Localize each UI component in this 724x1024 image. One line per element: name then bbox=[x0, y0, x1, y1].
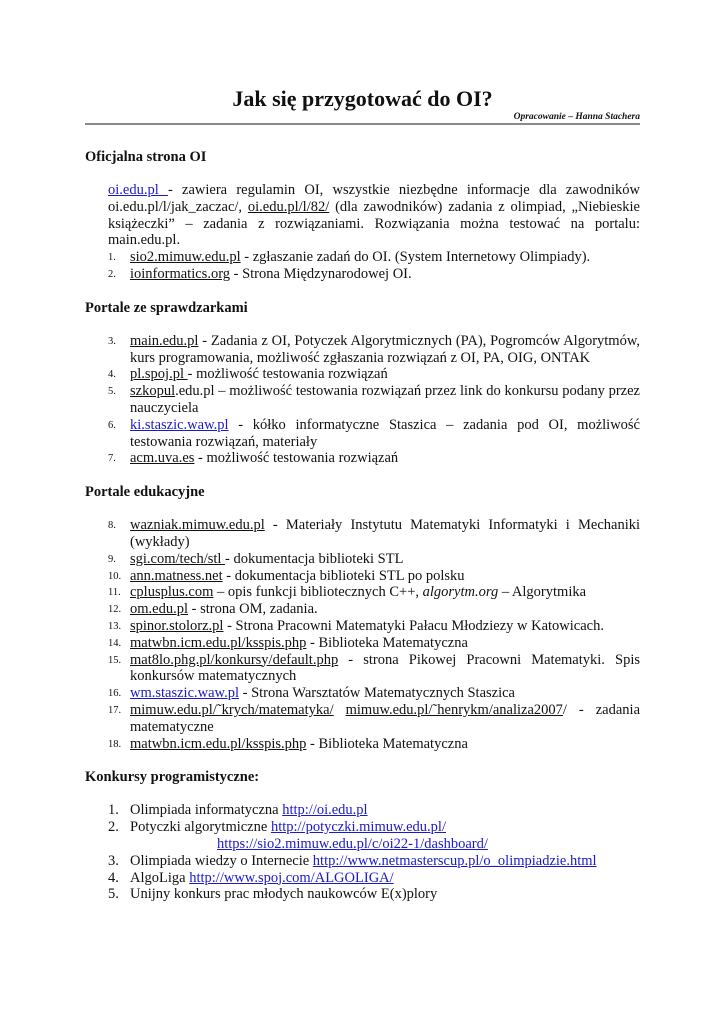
item-number: 2. bbox=[108, 268, 116, 280]
list-item bbox=[85, 366, 640, 383]
item-number: 13. bbox=[108, 620, 122, 632]
item-number: 6. bbox=[108, 419, 116, 431]
spacer bbox=[85, 752, 640, 769]
description-text: .edu.pl – możliwość testowania rozwiązań przez link do konkursu podany przez nauczyciela bbox=[130, 383, 640, 416]
spacer bbox=[85, 467, 640, 484]
item-number: 4. bbox=[108, 869, 119, 886]
section-heading: Portale ze sprawdzarkami bbox=[85, 299, 248, 316]
document-body bbox=[85, 149, 640, 903]
list-item bbox=[85, 652, 640, 686]
link[interactable]: mimuw.edu.pl/˜krych/matematyka/ bbox=[130, 701, 334, 718]
link[interactable]: mimuw.edu.pl/˜henrykm/analiza2007 bbox=[345, 701, 563, 718]
item-number: 17. bbox=[108, 704, 122, 716]
contest-item bbox=[85, 802, 640, 819]
list-item bbox=[85, 702, 640, 736]
item-number: 4. bbox=[108, 369, 116, 381]
description-text: - zgłaszanie zadań do OI. (System Internetowy Olimpiady). bbox=[240, 249, 591, 266]
item-number: 12. bbox=[108, 604, 122, 616]
section-heading: Konkursy programistyczne: bbox=[85, 769, 260, 786]
link-line bbox=[130, 836, 640, 853]
contest-item bbox=[85, 853, 640, 870]
contest-link[interactable]: http://potyczki.mimuw.edu.pl/ bbox=[270, 819, 446, 836]
item-number: 9. bbox=[108, 553, 116, 565]
item-number: 14. bbox=[108, 637, 122, 649]
item-number: 2. bbox=[108, 819, 119, 836]
description-text: - kółko informatyczne Staszica – zadania pod OI, możliwość testowania rozwiązań, materiały bbox=[130, 416, 640, 450]
intro-paragraph bbox=[108, 182, 640, 249]
link[interactable]: pl.spoj.pl bbox=[130, 366, 188, 383]
list-item bbox=[85, 685, 640, 702]
description-text: - możliwość testowania rozwiązań bbox=[187, 366, 388, 383]
item-number: 8. bbox=[108, 520, 116, 532]
link[interactable]: acm.uva.es bbox=[130, 450, 195, 467]
link[interactable]: om.edu.pl bbox=[130, 601, 188, 618]
contest-link[interactable]: http://oi.edu.pl bbox=[282, 802, 368, 819]
link[interactable]: cplusplus.com bbox=[130, 584, 214, 601]
link[interactable]: szkopul bbox=[130, 383, 176, 400]
contest-name: Olimpiada informatyczna bbox=[130, 802, 283, 819]
link[interactable]: mat8lo.phg.pl/konkursy/default.php bbox=[130, 651, 339, 668]
contest-link[interactable]: https://sio2.mimuw.edu.pl/c/oi22-1/dashboard/ bbox=[217, 835, 488, 852]
description-text: - Materiały Instytutu Matematyki Informatyki i Mechaniki (wykłady) bbox=[130, 517, 640, 550]
description-text: - Strona Warsztatów Matematycznych Staszica bbox=[239, 685, 515, 702]
description-text: – opis funkcji bibliotecznych C++, bbox=[213, 584, 423, 601]
description-text: - Biblioteka Matematyczna bbox=[306, 735, 468, 752]
link[interactable]: ioinformatics.org bbox=[130, 265, 231, 282]
item-number: 3. bbox=[108, 335, 116, 347]
item-number: 3. bbox=[108, 852, 119, 869]
link[interactable]: ki.staszic.waw.pl bbox=[130, 416, 229, 433]
author-credit: Opracowanie – Hanna Stachera bbox=[513, 112, 640, 122]
contest-name: Potyczki algorytmiczne bbox=[130, 819, 271, 836]
list-item bbox=[85, 736, 640, 753]
link[interactable]: sgi.com/tech/stl bbox=[130, 550, 226, 567]
description-text: - dokumentacja biblioteki STL bbox=[225, 550, 404, 567]
item-number: 10. bbox=[108, 570, 122, 582]
list-item bbox=[85, 333, 640, 367]
contest-link[interactable]: http://www.spoj.com/ALGOLIGA/ bbox=[189, 869, 394, 886]
contest-item bbox=[85, 819, 640, 853]
contest-item bbox=[85, 886, 640, 903]
italic-text: algorytm.org bbox=[422, 584, 499, 601]
description-text: - Zadania z OI, Potyczek Algorytmicznych (PA), Pogromców Algorytmów, kurs programowania, możliwość zgłaszania rozwiązań z OI, PA, OIG, ONTAK bbox=[130, 332, 640, 366]
description-text: - strona Pikowej Pracowni Matematyki. Spis konkursów matematycznych bbox=[130, 651, 640, 685]
item-number: 1. bbox=[108, 802, 119, 819]
description-text: - strona OM, zadania. bbox=[188, 601, 318, 618]
list-item bbox=[85, 249, 640, 266]
description-text: - Strona Pracowni Matematyki Pałacu Młodziezy w Katowicach. bbox=[223, 617, 604, 634]
link[interactable]: spinor.stolorz.pl bbox=[130, 617, 224, 634]
list-item bbox=[85, 618, 640, 635]
description-text: – Algorytmika bbox=[498, 584, 587, 601]
description-text: - Biblioteka Matematyczna bbox=[306, 634, 468, 651]
item-number: 5. bbox=[108, 886, 119, 903]
link[interactable]: wazniak.mimuw.edu.pl bbox=[130, 517, 265, 534]
description-text: / - zadania matematyczne bbox=[130, 701, 640, 735]
spacer bbox=[85, 283, 640, 300]
list-item bbox=[85, 601, 640, 618]
section-heading: Portale edukacyjne bbox=[85, 484, 205, 501]
list-item bbox=[85, 266, 640, 283]
link[interactable]: sio2.mimuw.edu.pl bbox=[130, 249, 241, 266]
section-heading: Oficjalna strona OI bbox=[85, 149, 207, 165]
list-item bbox=[85, 551, 640, 568]
link-list bbox=[85, 517, 640, 752]
description-text: - możliwość testowania rozwiązań bbox=[194, 450, 399, 467]
list-item bbox=[85, 517, 640, 551]
item-number: 11. bbox=[108, 587, 121, 599]
contest-item bbox=[85, 870, 640, 887]
description-text: - Strona Międzynarodowej OI. bbox=[230, 265, 412, 282]
link[interactable]: oi.edu.pl/l/82/ bbox=[247, 198, 330, 215]
link[interactable]: wm.staszic.waw.pl bbox=[130, 685, 239, 702]
item-number: 16. bbox=[108, 688, 122, 700]
description-text bbox=[334, 702, 346, 718]
item-number: 7. bbox=[108, 453, 116, 465]
list-item bbox=[85, 568, 640, 585]
contest-link[interactable]: http://www.netmasterscup.pl/o_olimpiadzie.html bbox=[312, 852, 597, 869]
description-text: - dokumentacja biblioteki STL po polsku bbox=[222, 567, 465, 584]
contest-name: Unijny konkurs prac młodych naukowców E(x)plory bbox=[130, 886, 438, 903]
item-number: 18. bbox=[108, 738, 122, 750]
list-item bbox=[85, 383, 640, 417]
list-item bbox=[85, 417, 640, 451]
contest-name: AlgoLiga bbox=[130, 869, 190, 886]
item-number: 5. bbox=[108, 386, 116, 398]
link[interactable]: ann.matness.net bbox=[130, 567, 223, 584]
contest-list bbox=[85, 802, 640, 903]
item-number: 15. bbox=[108, 654, 122, 666]
document-title: Jak się przygotować do OI? bbox=[232, 86, 493, 111]
link-list bbox=[85, 333, 640, 467]
link-list bbox=[85, 249, 640, 283]
link[interactable]: matwbn.icm.edu.pl/ksspis.php bbox=[130, 735, 307, 752]
link[interactable]: main.edu.pl bbox=[130, 332, 199, 349]
contest-name: Olimpiada wiedzy o Internecie bbox=[130, 852, 313, 869]
description-text: (dla zawodników) zadania z olimpiad, „Niebieskie książeczki” – zadania z rozwiązaniami. Rozwiązania można testować na portalu: main.edu.pl. bbox=[108, 198, 640, 249]
link[interactable]: matwbn.icm.edu.pl/ksspis.php bbox=[130, 634, 307, 651]
description-text: - zawiera regulamin OI, wszystkie niezbędne informacje dla zawodników oi.edu.pl/l/jak_zaczac/, bbox=[108, 182, 640, 215]
item-number: 1. bbox=[108, 252, 116, 264]
link[interactable]: oi.edu.pl bbox=[108, 182, 168, 198]
title-divider bbox=[85, 123, 640, 125]
list-item bbox=[85, 584, 640, 601]
list-item bbox=[85, 635, 640, 652]
list-item bbox=[85, 450, 640, 467]
